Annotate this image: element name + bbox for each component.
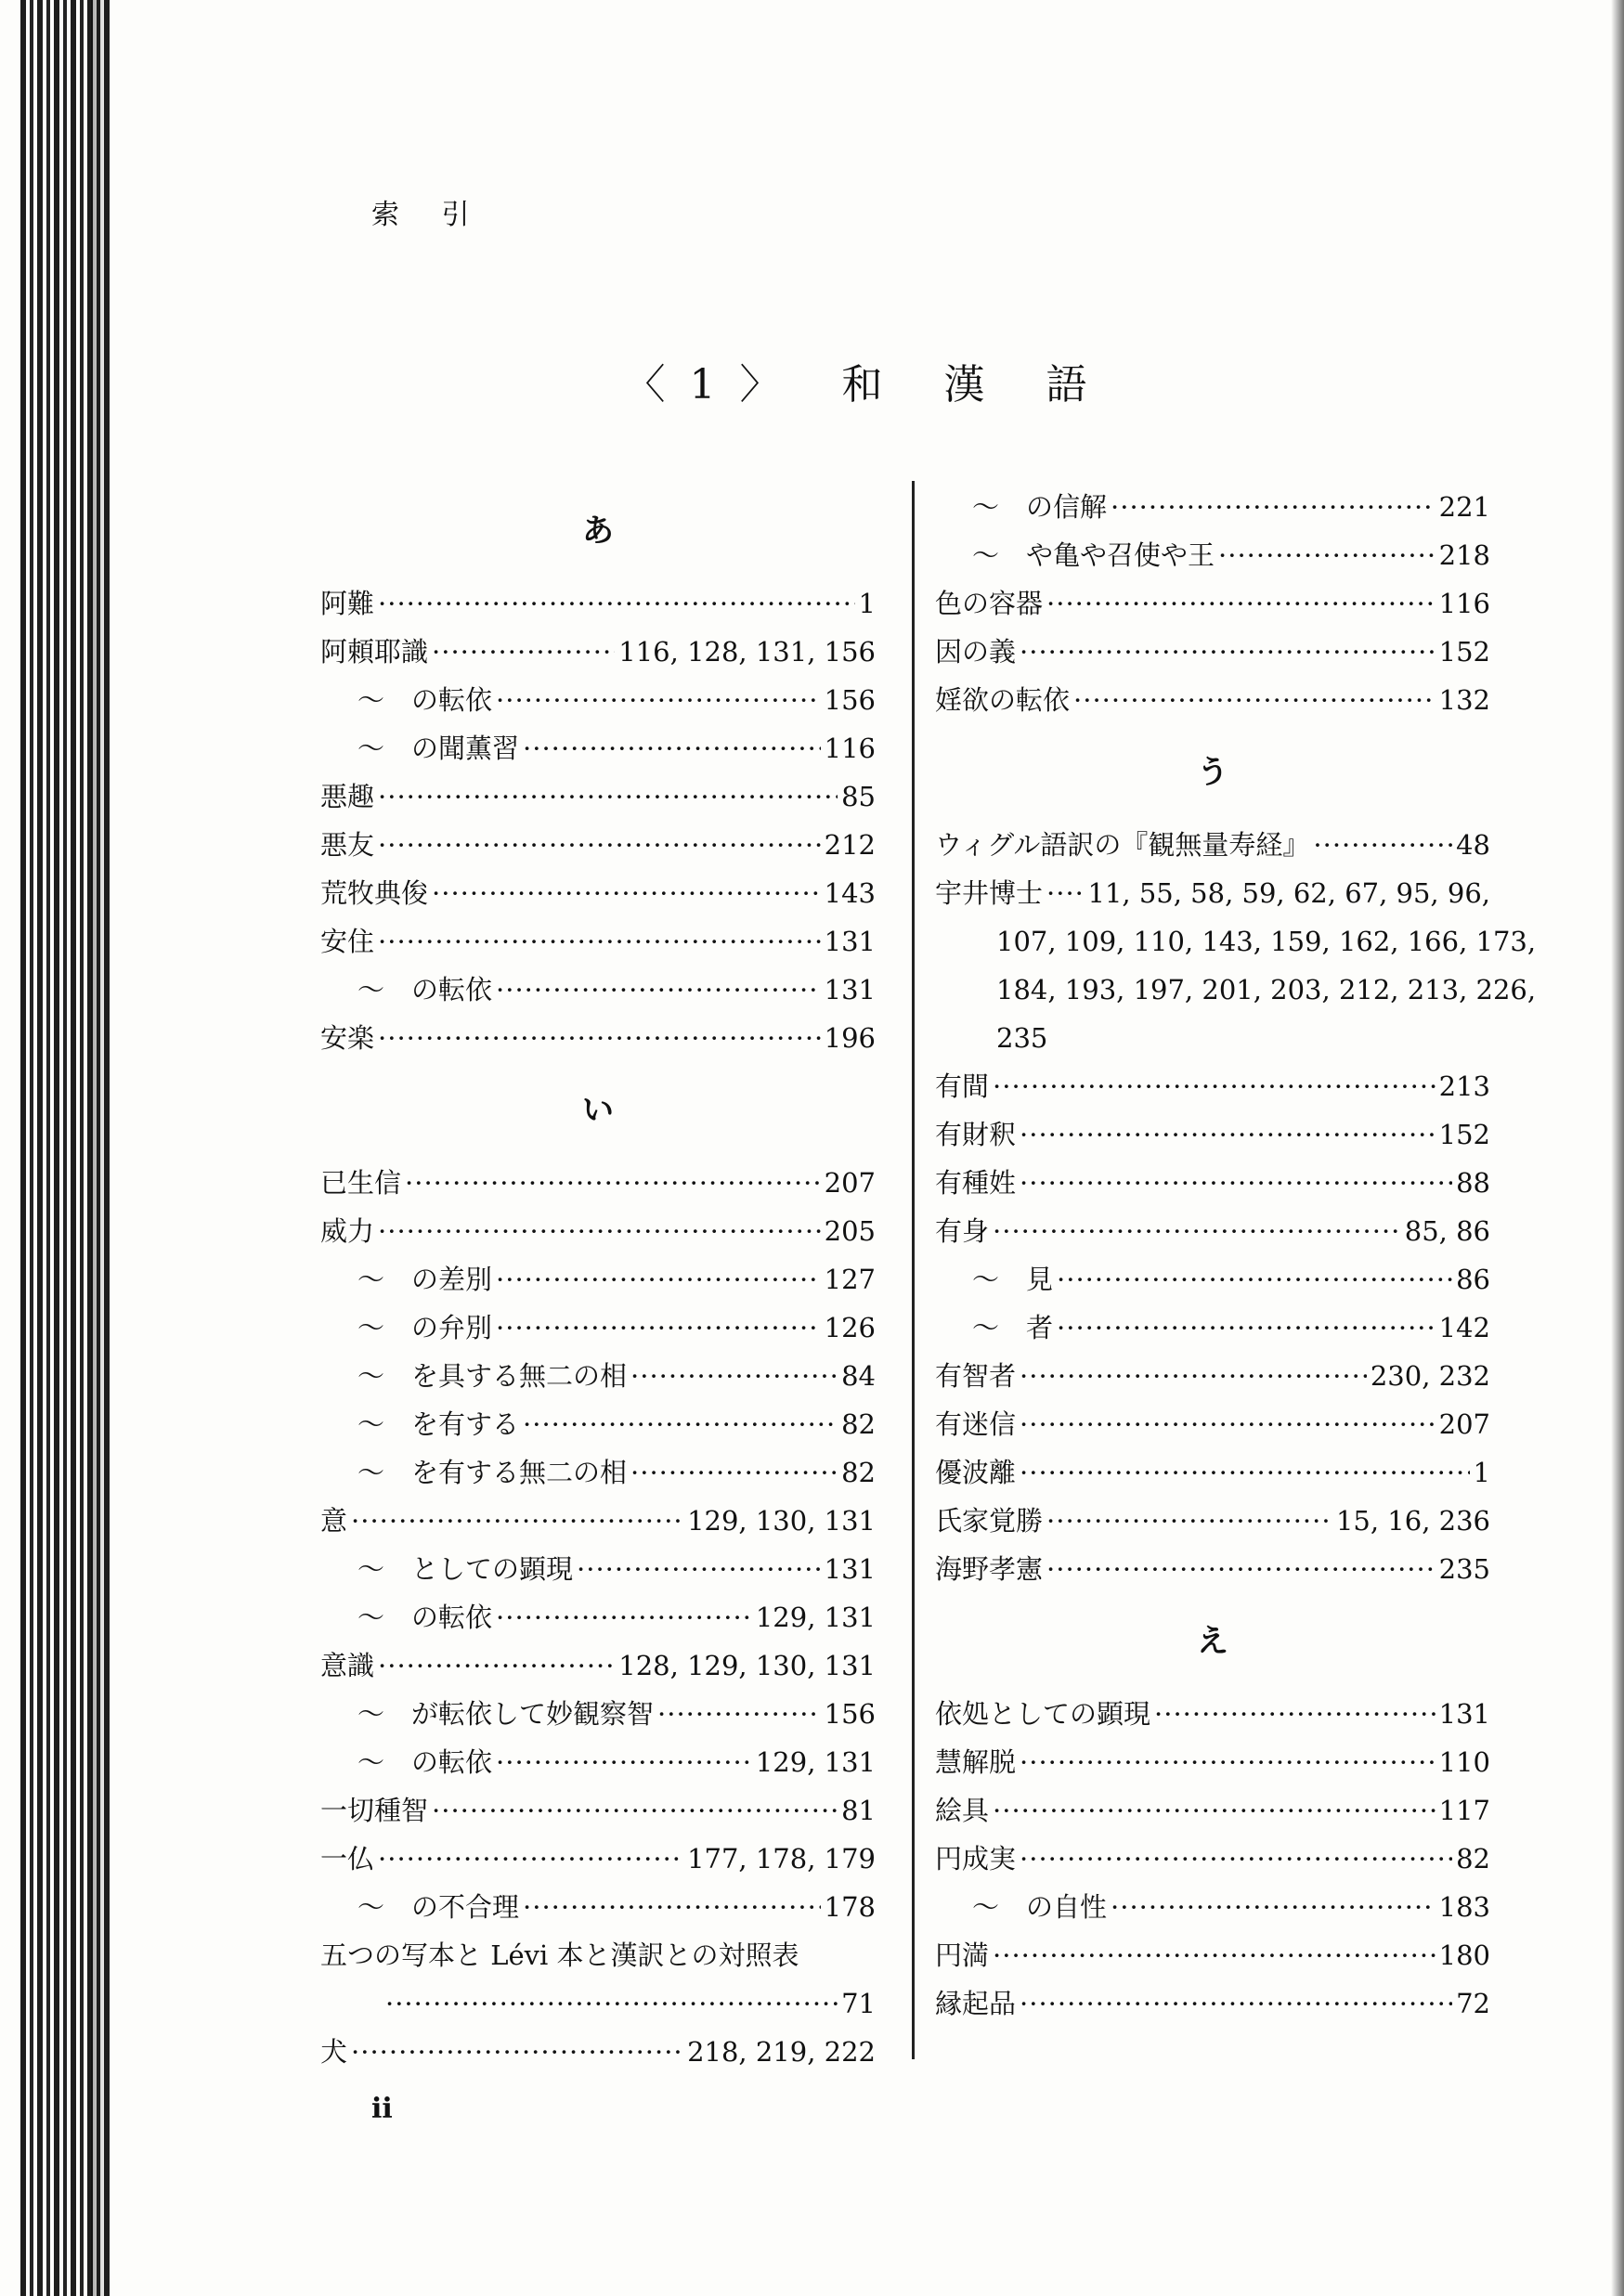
index-entry-term: 五つの写本と Lévi 本と漢訳との対照表 [320, 1939, 799, 1971]
index-entry-term: ウィグル語訳の『観無量寿経』 [935, 829, 1310, 861]
dot-leader [1020, 1352, 1367, 1400]
index-entry [320, 1497, 876, 1545]
index-entry [935, 1497, 1490, 1545]
dot-leader [1020, 1400, 1436, 1448]
index-entry-pages: 116 [1438, 588, 1490, 619]
index-entry-continuation: 107, 109, 110, 143, 159, 162, 166, 173, [996, 926, 1537, 957]
index-entry [320, 579, 876, 628]
index-entry-pages: 178 [824, 1891, 876, 1923]
index-entry-term: 有身 [935, 1215, 990, 1247]
index-subentry [320, 1304, 876, 1352]
index-entry-term: 〜 の聞薫習 [357, 733, 520, 764]
index-column-right [935, 483, 1537, 2028]
index-entry-term: 犬 [320, 2036, 348, 2068]
index-subentry [320, 1545, 876, 1593]
index-entry [320, 1979, 876, 2028]
index-entry-term: 阿頼耶識 [320, 636, 429, 668]
index-entry-pages: 218, 219, 222 [687, 2036, 876, 2068]
index-subentry [320, 1883, 876, 1931]
index-entry-pages: 213 [1438, 1070, 1490, 1102]
index-entry-pages: 180 [1438, 1939, 1490, 1971]
index-entry-pages: 85, 86 [1404, 1215, 1490, 1247]
index-entry-pages: 110 [1438, 1746, 1490, 1778]
column-divider [912, 481, 915, 2059]
dot-leader [378, 917, 821, 966]
index-entry [935, 1400, 1490, 1448]
index-entry-term: 〜 の転依 [357, 1746, 493, 1778]
index-entry [320, 869, 876, 917]
index-entry-pages: 82 [841, 1457, 876, 1488]
index-entry-pages: 207 [824, 1167, 876, 1199]
dot-leader [496, 1304, 821, 1352]
index-subentry [320, 1690, 876, 1738]
index-entry [935, 1738, 1490, 1786]
dot-leader [1020, 1110, 1436, 1159]
dot-leader [1046, 869, 1084, 917]
dot-leader [630, 1352, 838, 1400]
index-entry-term: 依処としての顕現 [935, 1698, 1151, 1730]
dot-leader [1020, 628, 1436, 676]
index-entry [320, 917, 876, 966]
index-entry-pages: 131 [1438, 1698, 1490, 1730]
page-number: ii [371, 2093, 393, 2125]
index-entry [935, 1835, 1490, 1883]
index-subentry [320, 676, 876, 724]
index-entry-term: 〜 見 [972, 1264, 1054, 1295]
dot-leader [1111, 1883, 1436, 1931]
dot-leader [1046, 579, 1436, 628]
index-subentry [320, 1593, 876, 1641]
index-entry-pages: 15, 16, 236 [1335, 1505, 1490, 1537]
index-subentry [935, 483, 1490, 531]
index-entry [320, 628, 876, 676]
dot-leader [1154, 1690, 1436, 1738]
dot-leader [1020, 1835, 1452, 1883]
index-entry [935, 1931, 1490, 1979]
index-entry [935, 1159, 1490, 1207]
dot-leader [378, 579, 855, 628]
index-entry-pages: 142 [1438, 1312, 1490, 1343]
index-entry-term: 有財釈 [935, 1119, 1017, 1150]
index-entry-pages: 81 [841, 1795, 876, 1826]
gutter-shadow [91, 0, 108, 2296]
index-entry-pages: 129, 131 [755, 1746, 876, 1778]
dot-leader [405, 1159, 821, 1207]
index-entry-term: 婬欲の転依 [935, 684, 1071, 716]
index-entry-term: 威力 [320, 1215, 375, 1247]
index-subentry [935, 1255, 1490, 1304]
dot-leader [496, 1255, 821, 1304]
dot-leader [351, 2028, 683, 2076]
index-entry-pages: 152 [1438, 1119, 1490, 1150]
index-entry-term: 一仏 [320, 1843, 375, 1874]
index-entry [935, 628, 1490, 676]
dot-leader [432, 628, 615, 676]
dot-leader [496, 966, 821, 1014]
index-entry-pages: 156 [824, 1698, 876, 1730]
index-entry-pages: 117 [1438, 1795, 1490, 1826]
index-entry-term: 〜 を有する無二の相 [357, 1457, 628, 1488]
index-subentry [320, 1448, 876, 1497]
index-entry-pages: 207 [1438, 1408, 1490, 1440]
dot-leader [993, 1786, 1436, 1835]
index-entry-pages: 71 [841, 1988, 876, 2019]
dot-leader [1020, 1979, 1452, 2028]
index-entry-term: 〜 や亀や召使や王 [972, 539, 1215, 571]
index-entry-term: 〜 の信解 [972, 491, 1108, 523]
dot-leader [993, 1062, 1436, 1110]
index-entry-continuation: 184, 193, 197, 201, 203, 212, 213, 226, [996, 974, 1537, 1005]
index-entry-pages: 152 [1438, 636, 1490, 668]
index-entry [935, 821, 1490, 869]
index-entry [320, 821, 876, 869]
index-entry [935, 869, 1490, 917]
dot-leader [378, 1014, 821, 1062]
index-entry-term: 〜 の不合理 [357, 1891, 520, 1923]
index-entry [320, 772, 876, 821]
index-entry-pages: 126 [824, 1312, 876, 1343]
index-entry-term: 〜 の転依 [357, 1602, 493, 1633]
index-column-left [320, 483, 876, 2076]
index-entry-pages: 183 [1438, 1891, 1490, 1923]
index-entry-term: 優波離 [935, 1457, 1017, 1488]
index-entry-term: 有間 [935, 1070, 990, 1102]
index-entry-pages: 230, 232 [1370, 1360, 1490, 1392]
index-entry-pages: 143 [824, 877, 876, 909]
dot-leader [378, 1641, 615, 1690]
index-entry-pages: 132 [1438, 684, 1490, 716]
index-entry-pages: 84 [841, 1360, 876, 1392]
index-entry [935, 1448, 1490, 1497]
index-subentry [320, 966, 876, 1014]
index-entry-term: 〜 を有する [357, 1408, 520, 1440]
chapter-title: 〈1〉 和 漢 語 [624, 361, 1111, 409]
index-entry [935, 1979, 1490, 2028]
index-entry-pages: 116, 128, 131, 156 [618, 636, 876, 668]
kana-section-heading: あ [582, 512, 614, 550]
index-entry-term: 有迷信 [935, 1408, 1017, 1440]
index-entry-term: 有智者 [935, 1360, 1017, 1392]
index-entry-pages: 127 [824, 1264, 876, 1295]
index-subentry [320, 1400, 876, 1448]
dot-leader [496, 1738, 752, 1786]
index-entry-pages: 205 [824, 1215, 876, 1247]
index-entry-term: 悪趣 [320, 781, 375, 812]
index-entry-pages: 86 [1456, 1264, 1490, 1295]
index-entry-term: 〜 の自性 [972, 1891, 1108, 1923]
index-entry-pages: 156 [824, 684, 876, 716]
index-entry-term: 〜 の転依 [357, 684, 493, 716]
index-entry-pages: 196 [824, 1022, 876, 1054]
dot-leader [432, 869, 821, 917]
index-entry-pages: 85 [841, 781, 876, 812]
index-subentry [320, 1738, 876, 1786]
index-entry-term: 安住 [320, 926, 375, 957]
kana-section-heading: い [582, 1092, 614, 1129]
index-entry-pages: 177, 178, 179 [687, 1843, 876, 1874]
index-entry [935, 1062, 1490, 1110]
index-entry [935, 1545, 1490, 1593]
index-entry-pages: 48 [1456, 829, 1490, 861]
index-entry-term: 因の義 [935, 636, 1017, 668]
dot-leader [496, 676, 821, 724]
running-head: 索 引 [371, 199, 487, 231]
index-entry-term: 悪友 [320, 829, 375, 861]
index-entry-pages: 72 [1456, 1988, 1490, 2019]
index-entry-term: 〜 を具する無二の相 [357, 1360, 628, 1392]
index-entry [320, 2028, 876, 2076]
dot-leader [351, 1497, 683, 1545]
dot-leader [523, 724, 821, 772]
dot-leader [378, 1835, 683, 1883]
index-subentry [320, 1352, 876, 1400]
dot-leader [1046, 1545, 1436, 1593]
dot-leader [378, 772, 838, 821]
index-entry-pages: 11, 55, 58, 59, 62, 67, 95, 96, [1087, 877, 1490, 909]
page-edge-shadow [1611, 0, 1624, 2296]
index-entry-term: 宇井博士 [935, 877, 1044, 909]
index-entry-pages: 221 [1438, 491, 1490, 523]
dot-leader [993, 1931, 1436, 1979]
index-entry-term: 有種姓 [935, 1167, 1017, 1199]
index-entry [320, 1641, 876, 1690]
dot-leader [432, 1786, 838, 1835]
index-entry-pages: 218 [1438, 539, 1490, 571]
index-entry-term: 一切種智 [320, 1795, 429, 1826]
index-subentry [320, 1255, 876, 1304]
dot-leader [993, 1207, 1401, 1255]
index-entry-term: 〜 としての顕現 [357, 1553, 574, 1585]
index-entry-pages: 235 [1438, 1553, 1490, 1585]
index-entry [935, 1786, 1490, 1835]
index-entry-term: 円成実 [935, 1843, 1017, 1874]
index-entry-term: 〜 の弁別 [357, 1312, 493, 1343]
index-entry-term: 慧解脱 [935, 1746, 1017, 1778]
index-entry-term: 阿難 [320, 588, 375, 619]
dot-leader [1111, 483, 1436, 531]
index-entry-pages: 212 [824, 829, 876, 861]
index-entry [935, 1352, 1490, 1400]
dot-leader [523, 1400, 838, 1448]
dot-leader [378, 1207, 821, 1255]
dot-leader [1073, 676, 1436, 724]
index-entry-pages: 131 [824, 974, 876, 1005]
index-entry-term: 円満 [935, 1939, 990, 1971]
index-entry-term: 〜 の差別 [357, 1264, 493, 1295]
index-entry [320, 1786, 876, 1835]
dot-leader [1057, 1304, 1436, 1352]
index-subentry [935, 1883, 1490, 1931]
index-entry-pages: 1 [1473, 1457, 1490, 1488]
kana-section-heading: う [1197, 754, 1228, 791]
index-entry-pages: 82 [841, 1408, 876, 1440]
index-entry [935, 1207, 1490, 1255]
index-entry-pages: 128, 129, 130, 131 [618, 1650, 876, 1681]
index-entry-term: 色の容器 [935, 588, 1044, 619]
index-entry [935, 1690, 1490, 1738]
index-entry-term: 意 [320, 1505, 348, 1537]
dot-leader [496, 1593, 752, 1641]
dot-leader [577, 1545, 821, 1593]
index-entry-term: 縁起品 [935, 1988, 1017, 2019]
index-entry-term: 意識 [320, 1650, 375, 1681]
index-entry-pages: 82 [1456, 1843, 1490, 1874]
index-subentry [320, 724, 876, 772]
dot-leader [1313, 821, 1452, 869]
index-subentry [935, 1304, 1490, 1352]
index-entry-term: 氏家覚勝 [935, 1505, 1044, 1537]
dot-leader [378, 821, 821, 869]
index-entry-continuation: 235 [996, 1022, 1048, 1054]
index-entry-pages: 129, 131 [755, 1602, 876, 1633]
dot-leader [630, 1448, 838, 1497]
index-entry [320, 1835, 876, 1883]
dot-leader [523, 1883, 821, 1931]
index-entry [320, 1159, 876, 1207]
index-entry-pages: 131 [824, 1553, 876, 1585]
index-entry [935, 1110, 1490, 1159]
index-entry-term: 已生信 [320, 1167, 402, 1199]
dot-leader [385, 1979, 838, 2028]
index-entry-term: 荒牧典俊 [320, 877, 429, 909]
dot-leader [1020, 1738, 1436, 1786]
index-entry [935, 676, 1490, 724]
index-entry-term: 海野孝憲 [935, 1553, 1044, 1585]
index-entry-pages: 1 [858, 588, 876, 619]
dot-leader [1020, 1159, 1452, 1207]
index-entry-term: 〜 の転依 [357, 974, 493, 1005]
index-entry [320, 1207, 876, 1255]
index-entry-term: 〜 者 [972, 1312, 1054, 1343]
index-entry-pages: 129, 130, 131 [687, 1505, 876, 1537]
index-entry [935, 579, 1490, 628]
dot-leader [1046, 1497, 1332, 1545]
dot-leader [1020, 1448, 1470, 1497]
index-entry-term: 安楽 [320, 1022, 375, 1054]
dot-leader [1057, 1255, 1452, 1304]
index-entry-term: 〜 が転依して妙観察智 [357, 1698, 655, 1730]
dot-leader [657, 1690, 821, 1738]
kana-section-heading: え [1197, 1623, 1228, 1660]
index-entry-pages: 131 [824, 926, 876, 957]
index-subentry [935, 531, 1490, 579]
dot-leader [1218, 531, 1436, 579]
index-entry [320, 1014, 876, 1062]
index-entry-pages: 88 [1456, 1167, 1490, 1199]
index-entry-pages: 116 [824, 733, 876, 764]
index-entry-term: 絵具 [935, 1795, 990, 1826]
